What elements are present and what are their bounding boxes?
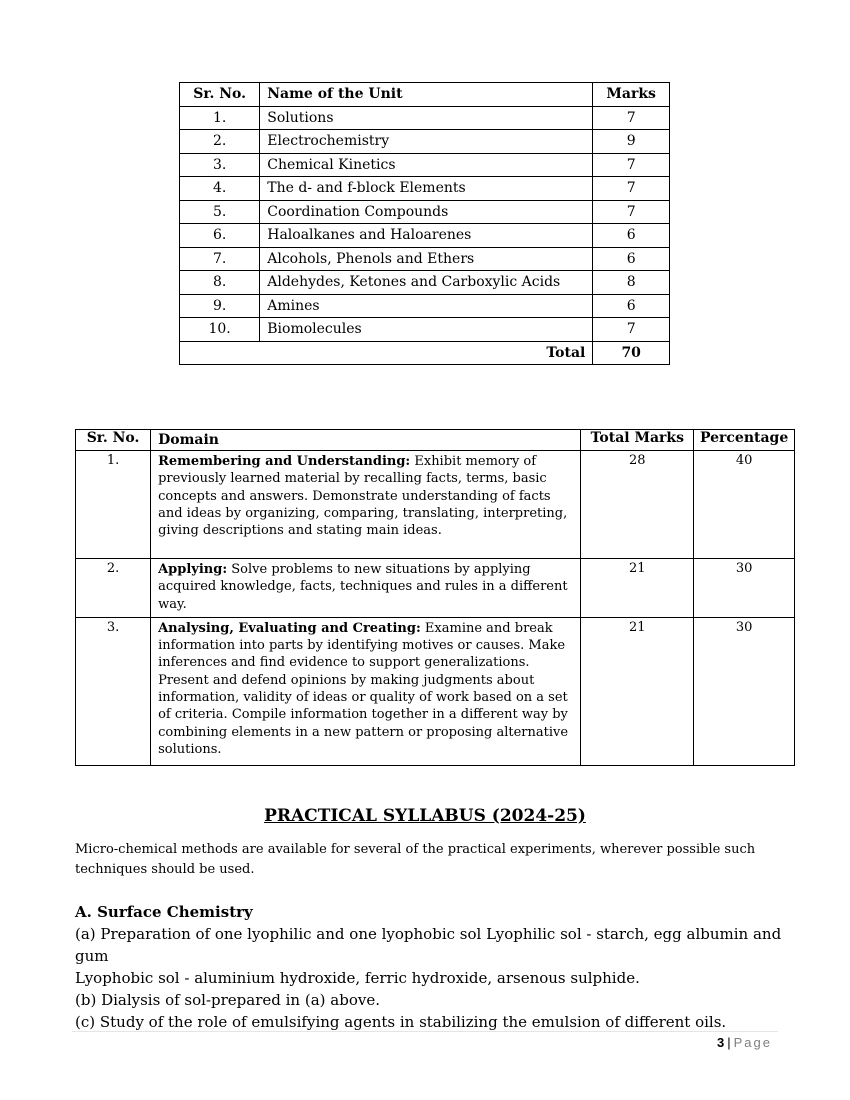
table-row <box>180 224 670 248</box>
unit-name: Solutions <box>260 106 593 130</box>
table-row <box>180 130 670 154</box>
unit-sr-no: 10. <box>180 318 260 342</box>
domain-total-marks: 21 <box>581 617 694 765</box>
table-header-row <box>76 430 795 451</box>
section-a-line: (b) Dialysis of sol-prepared in (a) above. <box>75 991 380 1009</box>
unit-marks: 9 <box>593 130 670 154</box>
domain-total-marks: 28 <box>581 451 694 559</box>
table-header-row <box>180 83 670 107</box>
unit-sr-no: 3. <box>180 153 260 177</box>
footer-separator: | <box>727 1035 731 1050</box>
table-row <box>180 318 670 342</box>
domain-marks-table <box>75 429 795 766</box>
col-header-unit-name: Name of the Unit <box>260 83 593 107</box>
unit-sr-no: 5. <box>180 200 260 224</box>
domain-sr-no: 2. <box>76 559 151 618</box>
section-a-line: (c) Study of the role of emulsifying agents in stabilizing the emulsion of different oils. <box>75 1013 727 1031</box>
unit-name: The d- and f-block Elements <box>260 177 593 201</box>
table-row <box>180 271 670 295</box>
unit-marks: 6 <box>593 294 670 318</box>
units-table-body <box>180 106 670 341</box>
domain-table-body <box>76 451 795 766</box>
col-header-total-marks: Total Marks <box>581 430 694 451</box>
total-value: 70 <box>593 341 670 365</box>
domain-sr-no: 1. <box>76 451 151 559</box>
table-row <box>76 451 795 559</box>
unit-marks: 7 <box>593 153 670 177</box>
total-label: Total <box>180 341 593 365</box>
practical-intro: Micro-chemical methods are available for several of the practical experiments, wherever possible such techniques should be used. <box>75 842 756 877</box>
unit-marks: 6 <box>593 224 670 248</box>
page-number: 3 <box>717 1035 725 1050</box>
section-a-line: (a) Preparation of one lyophilic and one lyophobic sol Lyophilic sol - starch, egg albumin and gum <box>75 925 782 965</box>
unit-sr-no: 9. <box>180 294 260 318</box>
units-marks-table <box>179 82 670 365</box>
col-header-marks: Marks <box>593 83 670 107</box>
domain-description: Solve problems to new situations by applying acquired knowledge, facts, techniques and rules in a different way. <box>158 562 568 612</box>
col-header-sr-no: Sr. No. <box>180 83 260 107</box>
domain-cell <box>151 559 581 618</box>
unit-marks: 6 <box>593 247 670 271</box>
unit-sr-no: 6. <box>180 224 260 248</box>
domain-description: Examine and break information into parts by identifying motives or causes. Make inferences and find evidence to support generalizations. Present and defend opinions by making judgments about information, validity of ideas or quality of work based on a set of criteria. Compile information together in a different way by combining elements in a new pattern or proposing alternative solutions. <box>158 620 569 757</box>
section-a <box>75 901 785 1033</box>
col-header-domain: Domain <box>151 430 581 451</box>
domain-percentage: 30 <box>694 617 795 765</box>
col-header-percentage: Percentage <box>694 430 795 451</box>
unit-name: Biomolecules <box>260 318 593 342</box>
domain-name: Remembering and Understanding: <box>158 454 411 469</box>
unit-sr-no: 4. <box>180 177 260 201</box>
unit-marks: 7 <box>593 177 670 201</box>
unit-marks: 7 <box>593 318 670 342</box>
unit-sr-no: 8. <box>180 271 260 295</box>
unit-name: Coordination Compounds <box>260 200 593 224</box>
table-row <box>180 153 670 177</box>
domain-name: Analysing, Evaluating and Creating: <box>158 620 421 636</box>
domain-total-marks: 21 <box>581 559 694 618</box>
domain-sr-no: 3. <box>76 617 151 765</box>
unit-sr-no: 1. <box>180 106 260 130</box>
table-row <box>76 617 795 765</box>
unit-marks: 7 <box>593 106 670 130</box>
domain-description: Exhibit memory of previously learned material by recalling facts, terms, basic concepts and answers. Demonstrate understanding of facts and ideas by organizing, comparing, translating, interpreting, giving descriptions and stating main ideas. <box>158 454 568 539</box>
domain-name: Applying: <box>158 562 228 577</box>
unit-sr-no: 7. <box>180 247 260 271</box>
unit-name: Alcohols, Phenols and Ethers <box>260 247 593 271</box>
table-row <box>180 294 670 318</box>
table-row <box>76 559 795 618</box>
total-row <box>180 341 670 365</box>
practical-syllabus-title: PRACTICAL SYLLABUS (2024-25) <box>264 806 586 826</box>
section-a-line: Lyophobic sol - aluminium hydroxide, ferric hydroxide, arsenous sulphide. <box>75 969 640 987</box>
unit-marks: 7 <box>593 200 670 224</box>
unit-name: Electrochemistry <box>260 130 593 154</box>
unit-name: Amines <box>260 294 593 318</box>
col-header-sr-no: Sr. No. <box>76 430 151 451</box>
page-label: Page <box>733 1035 772 1050</box>
section-a-heading: A. Surface Chemistry <box>75 903 253 921</box>
unit-marks: 8 <box>593 271 670 295</box>
unit-name: Haloalkanes and Haloarenes <box>260 224 593 248</box>
footer-divider <box>72 1031 778 1032</box>
domain-percentage: 40 <box>694 451 795 559</box>
unit-sr-no: 2. <box>180 130 260 154</box>
domain-percentage: 30 <box>694 559 795 618</box>
table-row <box>180 177 670 201</box>
domain-cell <box>151 451 581 559</box>
table-row <box>180 200 670 224</box>
unit-name: Aldehydes, Ketones and Carboxylic Acids <box>260 271 593 295</box>
section-a-lines <box>75 923 785 1033</box>
unit-name: Chemical Kinetics <box>260 153 593 177</box>
domain-cell <box>151 617 581 765</box>
table-row <box>180 247 670 271</box>
page-footer <box>717 1035 772 1050</box>
table-row <box>180 106 670 130</box>
